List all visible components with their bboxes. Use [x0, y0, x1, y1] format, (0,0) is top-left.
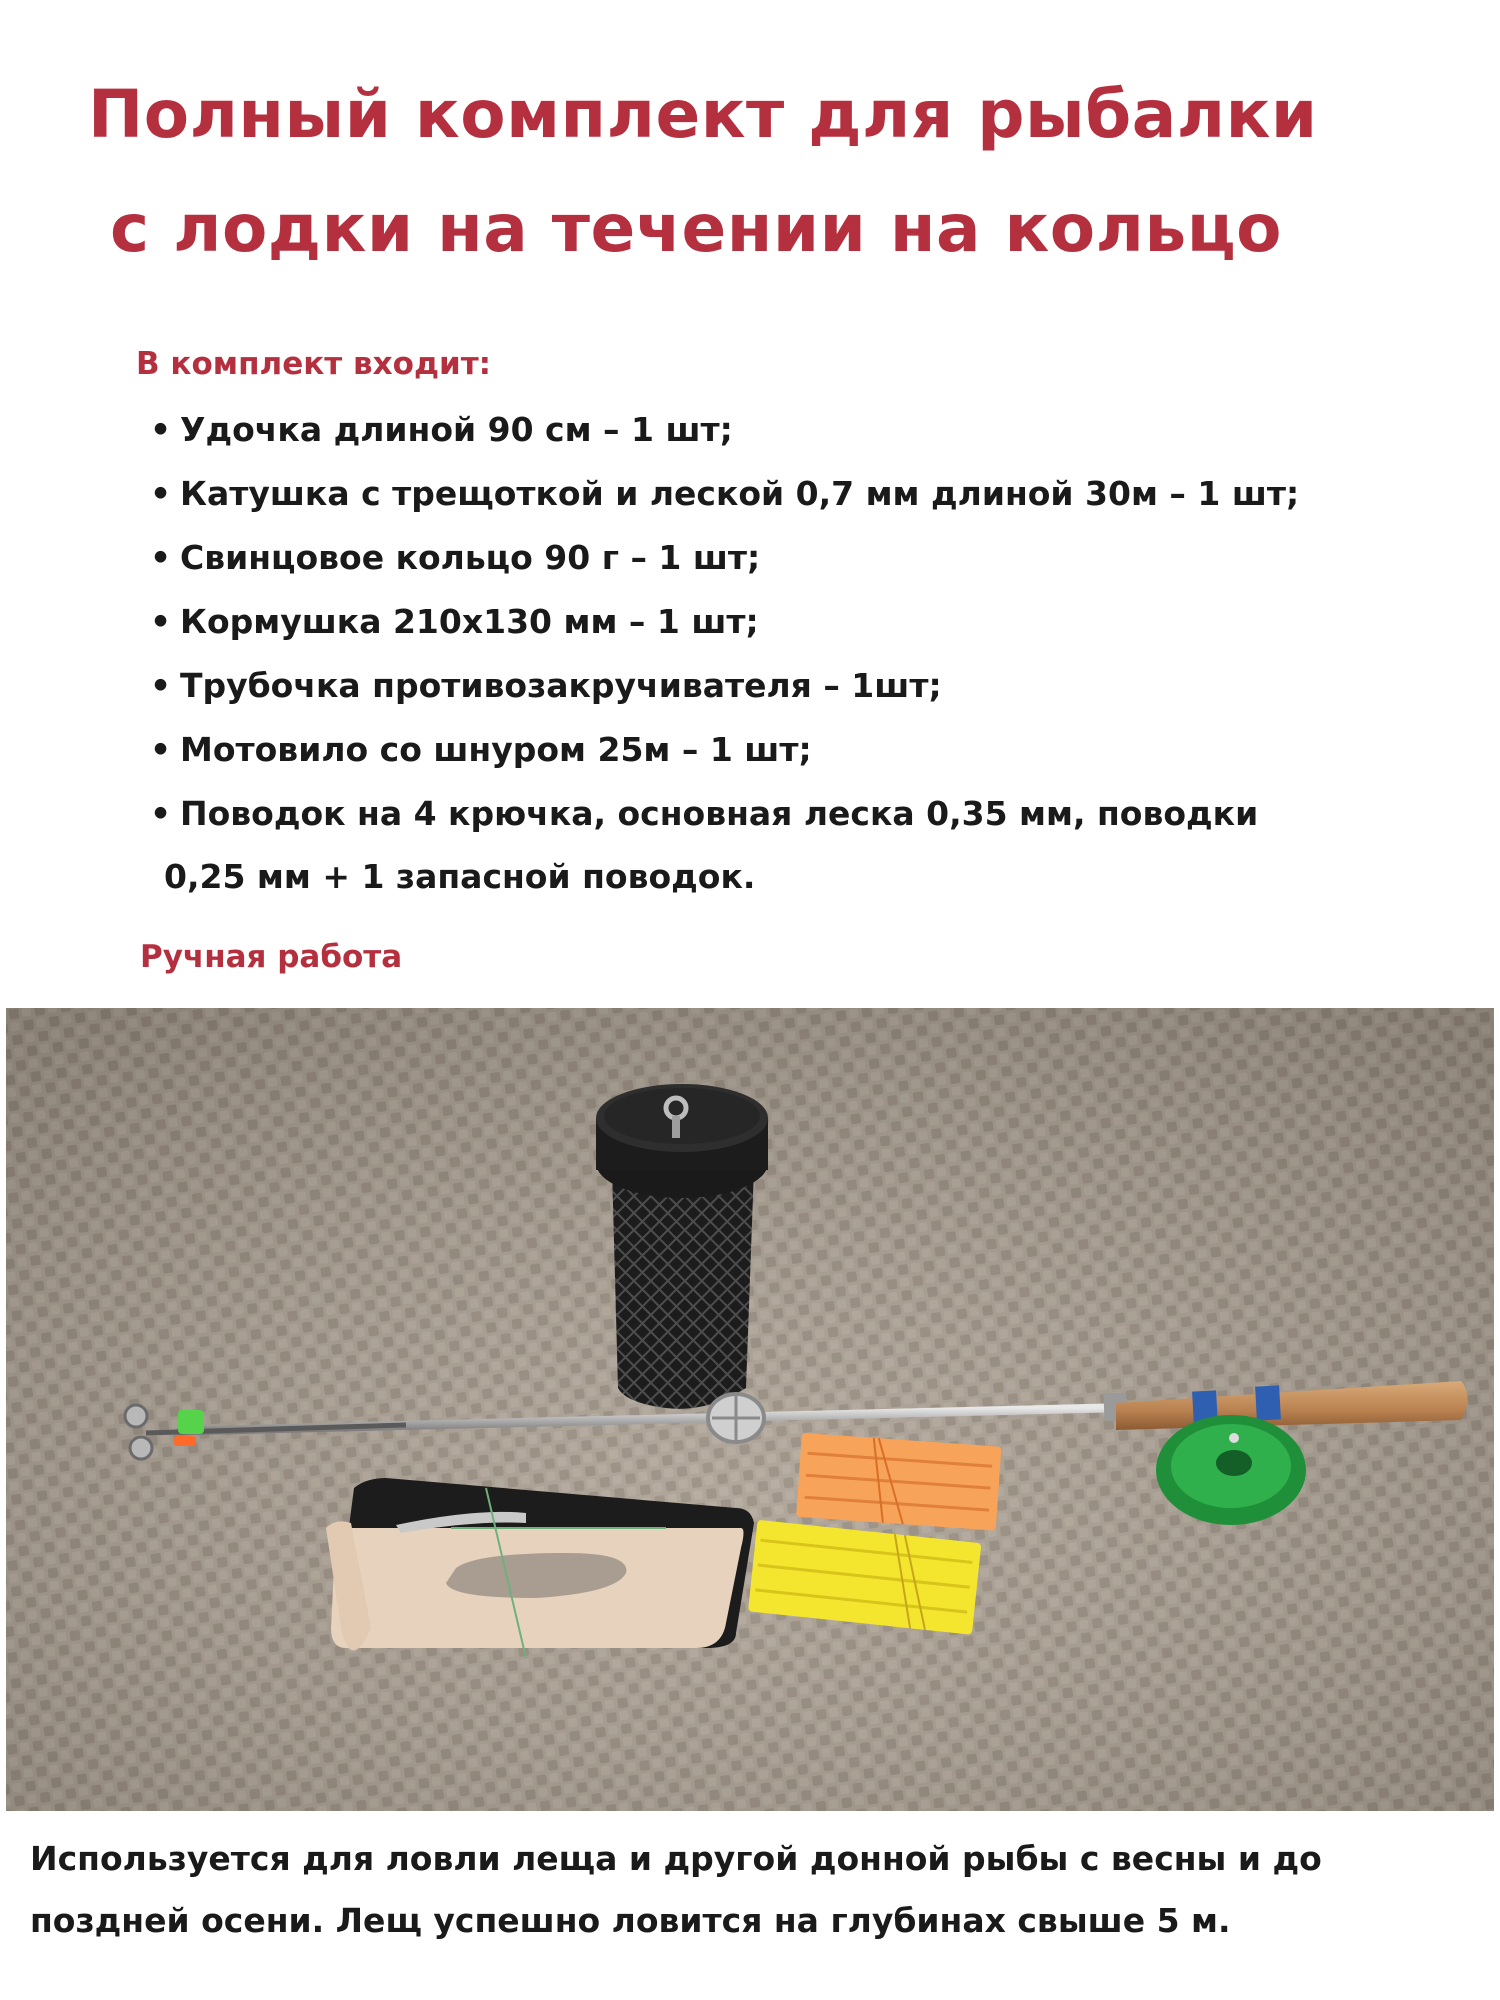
contents-heading: В комплект входит:: [136, 346, 492, 382]
list-item: [150, 654, 1470, 718]
bullet-icon: •: [150, 794, 172, 833]
list-item-continuation: 0,25 мм + 1 запасной поводок.: [164, 857, 756, 896]
bullet-icon: •: [150, 666, 172, 705]
list-item: [150, 590, 1470, 654]
winder-image: [326, 1478, 754, 1658]
contents-list: [150, 398, 1470, 908]
title-line-2: с лодки на течении на кольцо: [110, 190, 1282, 267]
feeder-image: [596, 1084, 768, 1409]
bullet-icon: •: [150, 410, 172, 449]
description-line-2: поздней осени. Лещ успешно ловится на глубинах свыше 5 м.: [30, 1901, 1231, 1940]
orange-leader-board-image: [796, 1433, 1001, 1531]
list-item: [150, 526, 1470, 590]
bullet-icon: •: [150, 730, 172, 769]
list-item-text: Поводок на 4 крючка, основная леска 0,35 мм, поводки: [180, 794, 1259, 833]
list-item: [150, 398, 1470, 462]
bullet-icon: •: [150, 474, 172, 513]
list-item-text: Кормушка 210х130 мм – 1 шт;: [180, 602, 759, 641]
handmade-label: Ручная работа: [140, 939, 403, 975]
list-item: [150, 782, 1470, 908]
description: [30, 1828, 1480, 1952]
list-item: [150, 718, 1470, 782]
bullet-icon: •: [150, 602, 172, 641]
product-photo: [6, 1008, 1494, 1811]
list-item: [150, 462, 1470, 526]
list-item-text: Удочка длиной 90 см – 1 шт;: [180, 410, 733, 449]
reel-image: [1156, 1415, 1306, 1525]
list-item-text: Катушка с трещоткой и леской 0,7 мм длиной 30м – 1 шт;: [180, 474, 1300, 513]
title-line-1: Полный комплект для рыбалки: [88, 76, 1318, 153]
list-item-text: Мотовило со шнуром 25м – 1 шт;: [180, 730, 812, 769]
list-item-text: Трубочка противозакручивателя – 1шт;: [180, 666, 942, 705]
description-line-1: Используется для ловли леща и другой донной рыбы с весны и до: [30, 1839, 1322, 1878]
bullet-icon: •: [150, 538, 172, 577]
list-item-text: Свинцовое кольцо 90 г – 1 шт;: [180, 538, 761, 577]
